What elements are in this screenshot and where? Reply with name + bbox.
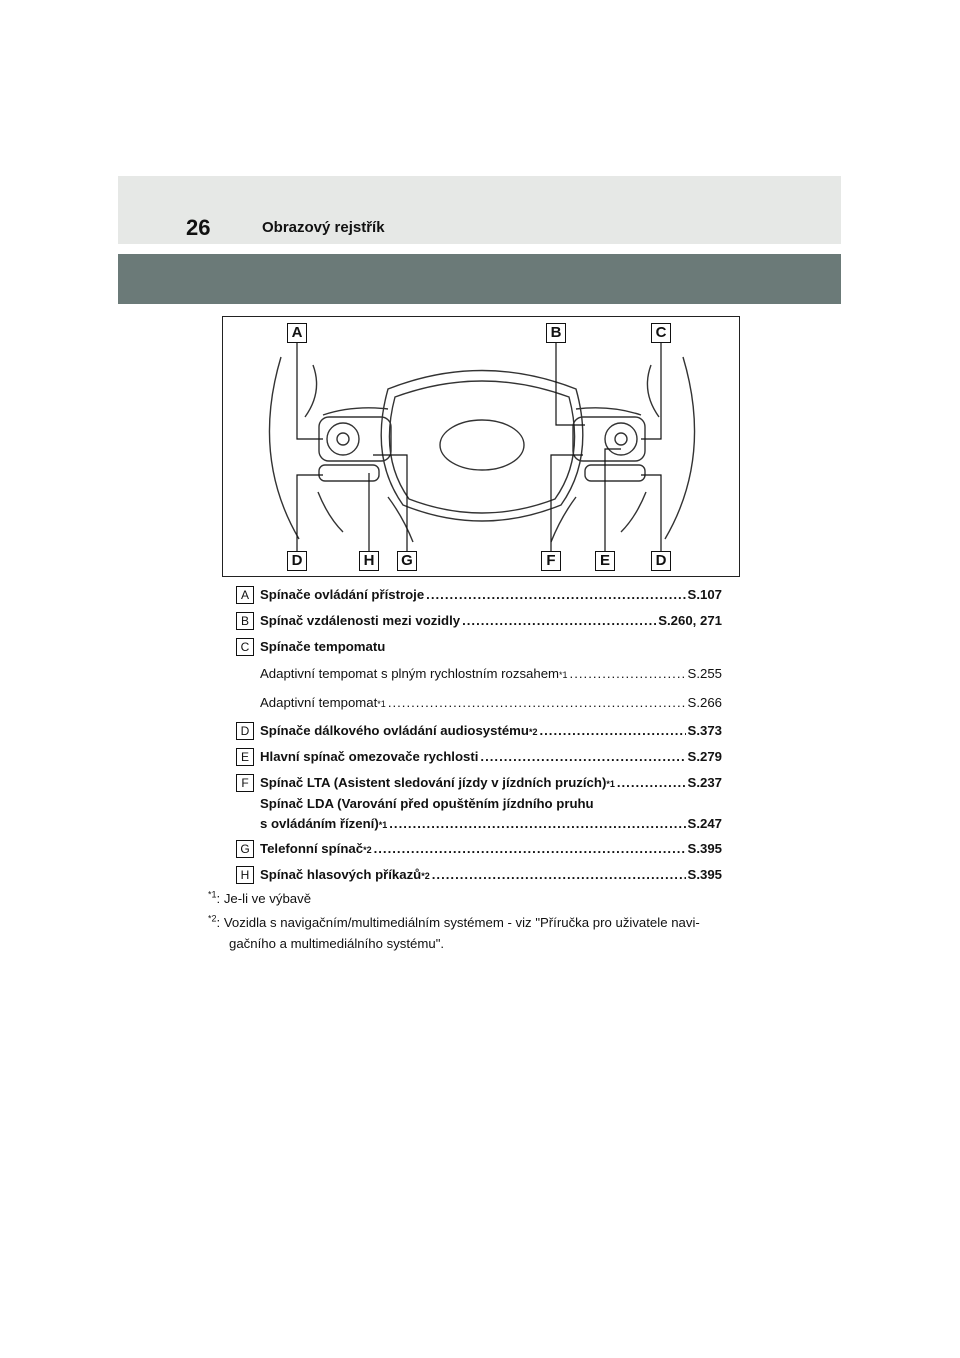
page-link[interactable]: S.260, 271 bbox=[658, 613, 722, 628]
footnote-text: : Vozidla s navigačním/multimediálním systémem - viz "Příručka pro uživatele navi- bbox=[216, 915, 700, 930]
page-link[interactable]: S.279 bbox=[687, 749, 722, 764]
header-band bbox=[118, 176, 841, 244]
footnote-2 bbox=[208, 912, 748, 954]
entry-label: C bbox=[236, 638, 254, 656]
footnote-text-continued: gačního a multimediálního systému". bbox=[229, 936, 445, 951]
entry-text: Spínače tempomatu bbox=[260, 639, 386, 654]
callout-c: C bbox=[651, 323, 671, 343]
steering-wheel-illustration bbox=[223, 317, 741, 578]
page-link[interactable]: S.266 bbox=[687, 695, 722, 710]
entry-text: Spínače ovládání přístroje bbox=[260, 587, 425, 602]
entry-label: B bbox=[236, 612, 254, 630]
page-link[interactable]: S.237 bbox=[687, 775, 722, 790]
entry-label: F bbox=[236, 774, 254, 792]
sub-entry-full-range-acc: Adaptivní tempomat s plným rychlostním rozsahem *1 ..... S.255 bbox=[260, 666, 722, 681]
page-number: 26 bbox=[186, 215, 211, 240]
page-link[interactable]: S.247 bbox=[687, 816, 722, 831]
entry-text: Telefonní spínač bbox=[260, 841, 364, 856]
sub-entry-acc: Adaptivní tempomat *1 ..... S.266 bbox=[260, 695, 722, 710]
callout-a: A bbox=[287, 323, 307, 343]
callout-d-right: D bbox=[651, 551, 671, 571]
page-link[interactable]: S.255 bbox=[687, 666, 722, 681]
entry-text: Hlavní spínač omezovače rychlosti bbox=[260, 749, 479, 764]
entry-text: Spínače dálkového ovládání audiosystému bbox=[260, 723, 529, 738]
page-link[interactable]: S.107 bbox=[687, 587, 722, 602]
footnote-text: : Je-li ve výbavě bbox=[216, 891, 312, 906]
callout-b: B bbox=[546, 323, 566, 343]
page-link[interactable]: S.395 bbox=[687, 867, 722, 882]
section-banner bbox=[118, 254, 841, 304]
entry-label: D bbox=[236, 722, 254, 740]
entry-label: H bbox=[236, 866, 254, 884]
steering-wheel-figure bbox=[222, 316, 740, 577]
page-link[interactable]: S.395 bbox=[687, 841, 722, 856]
sub-entry-text: Adaptivní tempomat s plným rychlostním rozsahem bbox=[260, 666, 560, 681]
entry-text: s ovládáním řízení) bbox=[260, 816, 379, 831]
callout-d-left: D bbox=[287, 551, 307, 571]
sub-entry-text: Adaptivní tempomat bbox=[260, 695, 378, 710]
entry-text: Spínač vzdálenosti mezi vozidly bbox=[260, 613, 461, 628]
entry-label: G bbox=[236, 840, 254, 858]
footnote-1 bbox=[208, 888, 748, 909]
section-title: Obrazový rejstřík bbox=[262, 219, 385, 236]
entry-label: E bbox=[236, 748, 254, 766]
entry-text: Spínač hlasových příkazů bbox=[260, 867, 422, 882]
footnote-mark: *1 bbox=[208, 889, 217, 900]
callout-h: H bbox=[359, 551, 379, 571]
callout-f: F bbox=[541, 551, 561, 571]
footnote-mark: *2 bbox=[208, 913, 217, 924]
entry-label: A bbox=[236, 586, 254, 604]
callout-e: E bbox=[595, 551, 615, 571]
entry-text: Spínač LTA (Asistent sledování jízdy v jízdních pruzích) bbox=[260, 775, 607, 790]
entry-text: Spínač LDA (Varování před opuštěním jízdního pruhu bbox=[260, 796, 594, 811]
callout-g: G bbox=[397, 551, 417, 571]
page-link[interactable]: S.373 bbox=[687, 723, 722, 738]
